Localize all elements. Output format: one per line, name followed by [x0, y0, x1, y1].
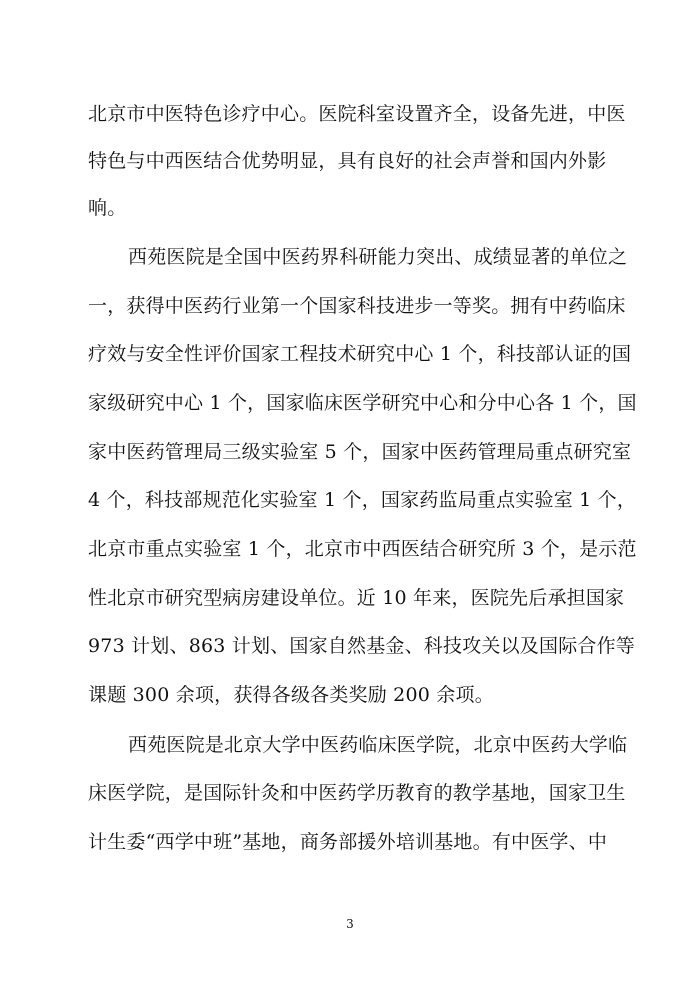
paragraph-2-line-4: 家级研究中心 1 个，国家临床医学研究中心和分中心各 1 个，国 [88, 392, 637, 414]
paragraph-2-line-8: 性北京市研究型病房建设单位。近 10 年来，医院先后承担国家 [88, 587, 625, 609]
paragraph-1-line-3: 响。 [88, 197, 127, 219]
paragraph-2-line-5: 家中医药管理局三级实验室 5 个，国家中医药管理局重点研究室 [88, 441, 632, 463]
paragraph-3-line-1: 西苑医院是北京大学中医药临床医学院，北京中医药大学临 [128, 734, 628, 756]
paragraph-2-line-6: 4 个，科技部规范化实验室 1 个，国家药监局重点实验室 1 个， [88, 489, 637, 511]
paragraph-2-line-3: 疗效与安全性评价国家工程技术研究中心 1 个，科技部认证的国 [88, 343, 632, 365]
paragraph-2-line-1: 西苑医院是全国中医药界科研能力突出、成绩显著的单位之 [128, 246, 628, 268]
paragraph-1-line-1: 北京市中医特色诊疗中心。医院科室设置齐全，设备先进，中医 [88, 103, 626, 125]
page-number: 3 [346, 917, 354, 931]
paragraph-2-line-10: 课题 300 余项，获得各级各类奖励 200 余项。 [88, 684, 494, 706]
paragraph-2-line-7: 北京市重点实验室 1 个，北京市中西医结合研究所 3 个，是示范 [88, 538, 637, 560]
paragraph-2-line-9: 973 计划、863 计划、国家自然基金、科技攻关以及国际合作等 [88, 635, 636, 657]
paragraph-2-line-2: 一，获得中医药行业第一个国家科技进步一等奖。拥有中药临床 [88, 295, 626, 317]
paragraph-3-line-3: 计生委“西学中班”基地，商务部援外培训基地。有中医学、中 [88, 831, 608, 853]
paragraph-1-line-2: 特色与中西医结合优势明显，具有良好的社会声誉和国内外影 [88, 150, 607, 172]
paragraph-3-line-2: 床医学院，是国际针灸和中医药学历教育的教学基地，国家卫生 [88, 782, 626, 804]
